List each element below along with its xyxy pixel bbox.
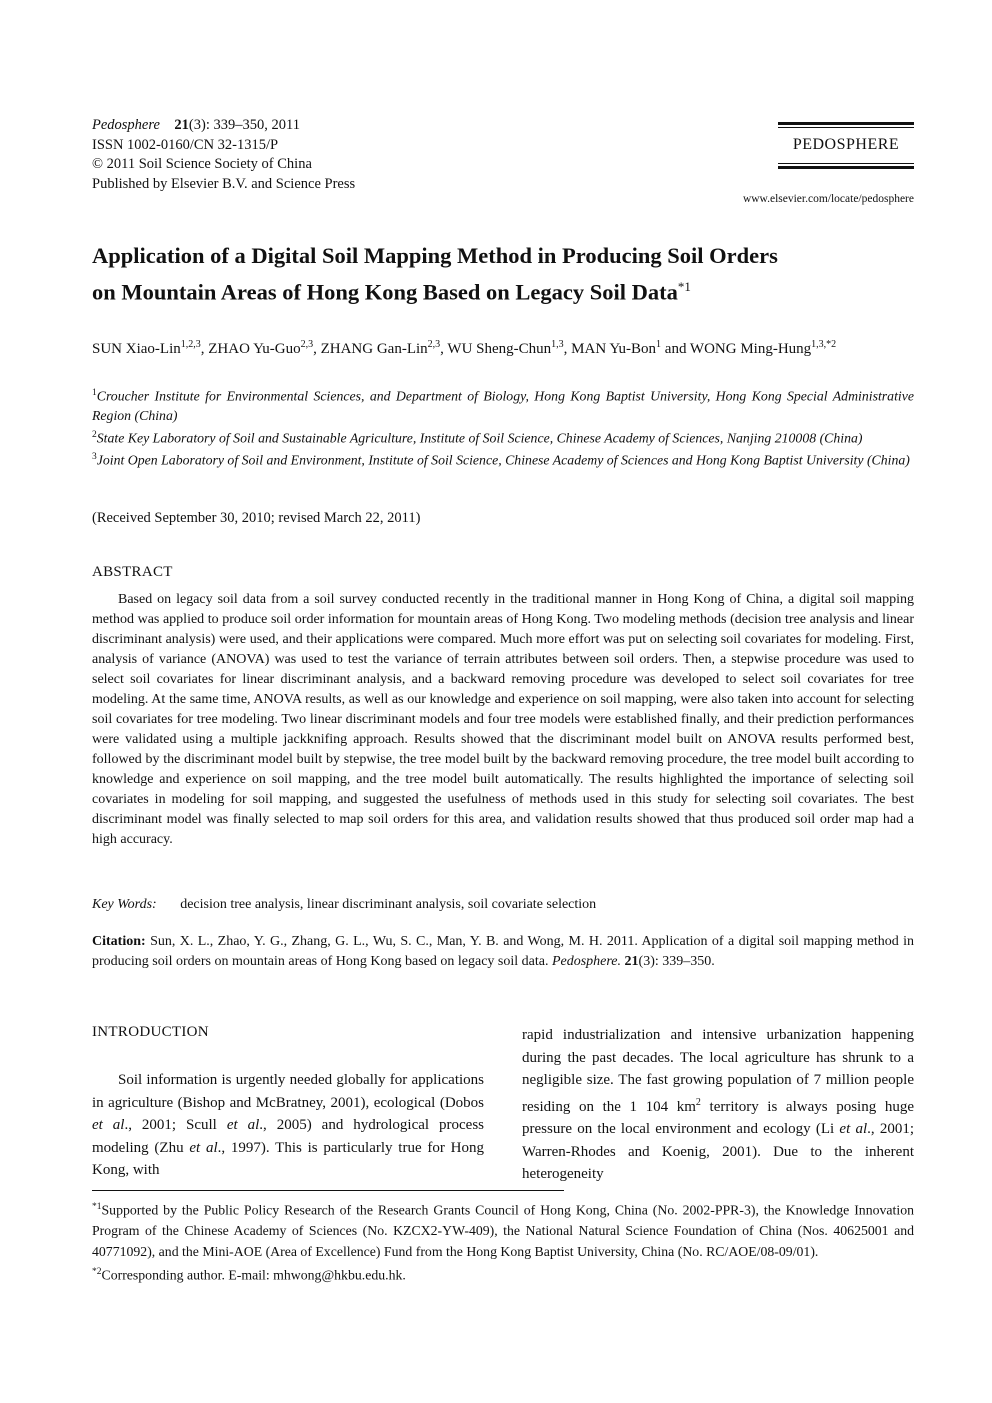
introduction-left-column [92, 1069, 484, 1182]
keywords-label: Key Words: [92, 897, 157, 912]
keywords [92, 897, 914, 913]
logo-rule-bottom [778, 166, 914, 169]
abstract-text: Based on legacy soil data from a soil survey conducted recently in the traditional manner in Hong Kong of China, a digital soil mapping method was applied to produce soil order information for mountain areas of Hong Kong. Two modeling methods (decision tree analysis and linear discriminant analysis) were used, and their applications were compared. Much more effort was put on selecting soil covariates for modeling. First, analysis of variance (ANOVA) was used to test the variance of terrain attributes between soil orders. Then, a stepwise procedure was used to select soil covariates for linear discriminant analysis, and a backward removing procedure was developed to select soil covariates for tree modeling. At the same time, ANOVA results, as well as our knowledge and experience on soil mapping, were also taken into account for selecting soil covariates for tree modeling. Two linear discriminant models and four tree models were established finally, and their prediction performances were validated using a multiple jackknifing approach. Results showed that the discriminant model built on ANOVA results performed best, followed by the discriminant model built by stepwise, the tree model built by the backward removing procedure, the tree model built according to knowledge and experience on soil mapping, and the tree model built automatically. The results highlighted the importance of selecting soil covariates in modeling for soil mapping, and suggested the usefulness of methods used in this study for selecting soil covariates. The best discriminant model was finally selected to map soil orders for this area, and validation results showed that thus produced soil order map had a high accuracy. [92, 592, 914, 847]
footnote-text: Supported by the Public Policy Research of the Research Grants Council of Hong Kong, China (No. 2002-PPR-3), the Knowledge Innovation Program of the Chinese Academy of Sciences (No. KZCX2-YW-409), the National Natural Science Foundation of China (Nos. 40625001 and 40771092), and the Mini-AOE (Area of Excellence) Fund from the Hong Kong Baptist University, China (No. RC/AOE/08-09/01). [92, 1202, 914, 1259]
author-name: ZHANG Gan-Lin [320, 341, 428, 357]
author-6 [690, 341, 836, 357]
intro-left-italic: et al [189, 1139, 218, 1156]
publisher-line: Published by Elsevier B.V. and Science Press [92, 175, 356, 192]
title-line-2 [92, 271, 914, 308]
title-footnote-mark: *1 [677, 279, 691, 294]
affiliation-number: 2 [92, 429, 97, 440]
journal-info [92, 116, 355, 194]
citation-text: Sun, X. L., Zhao, Y. G., Zhang, G. L., Wu, S. C., Man, Y. B. and Wong, M. H. 2011. Application of a digital soil mapping method in producing soil orders on mountain areas of Hong Kong based on legacy soil data. [92, 934, 914, 969]
author-affil-sup: 1,3,*2 [811, 339, 837, 350]
title-line-1: Application of a Digital Soil Mapping Method in Producing Soil Orders [92, 243, 778, 268]
citation-journal: Pedosphere. [551, 954, 622, 969]
author-name: MAN Yu-Bon [571, 341, 657, 357]
author-affil-sup: 1,2,3 [180, 339, 201, 350]
intro-right-text: territory is always posing huge pressure on the local environment and ecology (Li [522, 1098, 914, 1137]
author-name: WU Sheng-Chun [447, 341, 552, 357]
intro-left-italic: et al [226, 1117, 260, 1133]
journal-url[interactable]: www.elsevier.com/locate/pedosphere [742, 193, 914, 205]
citation-label: Citation: [92, 934, 146, 949]
logo-text: PEDOSPHERE [792, 136, 900, 153]
author-affil-sup: 1 [656, 339, 662, 350]
logo-rule-top [778, 122, 914, 125]
keywords-text: decision tree analysis, linear discriminant analysis, soil covariate selection [180, 897, 597, 912]
footnote-1 [92, 1197, 914, 1262]
journal-logo [778, 122, 914, 171]
author-1 [92, 341, 201, 357]
author-affil-sup: 2,3 [300, 339, 314, 350]
author-separator: , [563, 341, 572, 357]
footnote-mark: *1 [92, 1202, 102, 1212]
intro-left-text: ., 2005) and hydrological process modeling (Zhu [92, 1117, 485, 1156]
affiliation-3 [92, 448, 914, 470]
author-name: ZHAO Yu-Guo [208, 341, 301, 357]
intro-right-text: rapid industrialization and intensive urbanization happening during the past decades. The local agriculture has shrunk to a negligible size. The fast growing population of 7 million people residing on the 1 104 km [522, 1027, 914, 1115]
introduction-right-column [522, 1024, 914, 1186]
title-line-2-text: on Mountain Areas of Hong Kong Based on Legacy Soil Data [92, 279, 678, 305]
journal-citation-line [92, 116, 355, 136]
footnote-mark: *2 [92, 1267, 102, 1278]
intro-left-italic: et al [92, 1117, 125, 1133]
citation [92, 932, 914, 972]
footnote-rule [92, 1190, 564, 1191]
author-affil-sup: 2,3 [427, 339, 441, 350]
author-name: WONG Ming-Hung [689, 341, 812, 357]
journal-volume: 21 [174, 117, 189, 133]
copyright-line: © 2011 Soil Science Society of China [92, 156, 312, 172]
citation-rest: (3): 339–350. [638, 954, 715, 969]
paper-title [92, 240, 914, 308]
affiliation-text: Joint Open Laboratory of Soil and Environment, Institute of Soil Science, Chinese Academy of Sciences and Hong Kong Baptist University (China) [96, 452, 910, 468]
intro-right-sup: 2 [695, 1096, 701, 1108]
author-separator: , [200, 341, 209, 357]
affiliation-text: Croucher Institute for Environmental Sciences, and Department of Biology, Hong Kong Baptist University, Hong Kong Special Administrative Region (China) [92, 388, 914, 424]
affiliation-number: 1 [92, 388, 97, 398]
affiliation-text: State Key Laboratory of Soil and Sustainable Agriculture, Institute of Soil Science, Chinese Academy of Sciences, Nanjing 210008 (China) [96, 430, 863, 446]
journal-name: Pedosphere [92, 117, 160, 133]
received-dates: (Received September 30, 2010; revised March 22, 2011) [92, 510, 421, 526]
intro-right-text: ., 2001; Warren-Rhodes and Koenig, 2001). Due to the inherent heterogeneity [522, 1121, 914, 1182]
author-2 [208, 341, 313, 357]
author-affil-sup: 1,3 [551, 339, 564, 350]
intro-right-italic: et al [839, 1121, 868, 1137]
affiliation-2 [92, 426, 914, 448]
author-3 [321, 341, 441, 357]
journal-issue: (3): 339–350, 2011 [188, 117, 300, 133]
intro-left-text: Soil information is urgently needed globally for applications in agriculture (Bishop and McBratney, 2001), ecological (Dobos [92, 1072, 484, 1111]
author-separator: and [661, 341, 690, 357]
introduction-heading: INTRODUCTION [92, 1024, 209, 1040]
author-5 [571, 341, 661, 357]
affiliation-list [92, 384, 914, 470]
author-separator: , [440, 341, 448, 357]
author-name: SUN Xiao-Lin [92, 341, 181, 357]
footnote-2 [92, 1262, 914, 1286]
citation-volume: 21 [624, 954, 639, 969]
intro-left-text: ., 2001; Scull [124, 1117, 227, 1133]
author-4 [447, 341, 563, 357]
footnotes [92, 1197, 914, 1286]
author-list [92, 334, 914, 360]
abstract-heading: ABSTRACT [92, 564, 173, 580]
affiliation-1 [92, 384, 914, 426]
issn-line: ISSN 1002-0160/CN 32-1315/P [92, 136, 279, 153]
logo-rule-bottom-thin [778, 163, 914, 164]
footnote-text: Corresponding author. E-mail: mhwong@hkbu.edu.hk. [101, 1267, 406, 1283]
intro-left-text: ., 1997). This is particularly true for Hong Kong, with [92, 1139, 484, 1178]
affiliation-number: 3 [92, 451, 97, 462]
author-separator: , [313, 341, 321, 357]
